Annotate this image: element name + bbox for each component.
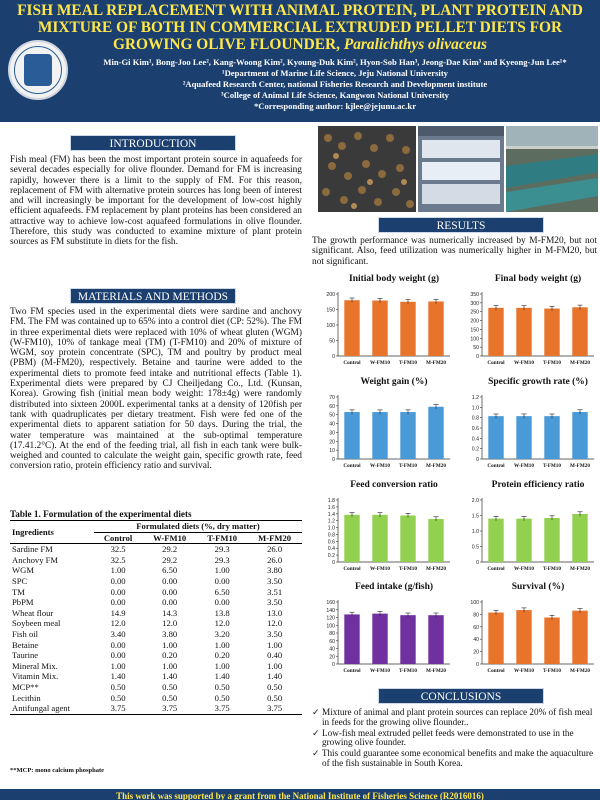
feed-bags-photo bbox=[418, 126, 504, 212]
table-cell: 3.75 bbox=[214, 703, 230, 714]
ingredient-name: SPC bbox=[12, 575, 28, 586]
bar bbox=[488, 613, 503, 664]
y-tick-label: 200 bbox=[470, 318, 479, 325]
table-row bbox=[10, 703, 302, 714]
table-cell: 1.00 bbox=[267, 660, 283, 671]
bar-chart bbox=[460, 578, 598, 678]
x-tick-label: Control bbox=[487, 360, 505, 366]
y-tick-label: 1.0 bbox=[471, 529, 479, 535]
bar bbox=[544, 618, 559, 665]
table-cell: 6.50 bbox=[214, 586, 230, 597]
bar bbox=[572, 611, 587, 664]
x-tick-label: W-FM10 bbox=[514, 566, 534, 572]
y-tick-label: 60 bbox=[329, 403, 335, 410]
table-cell: 29.2 bbox=[162, 554, 178, 565]
table-row bbox=[10, 650, 302, 661]
table-cell: 32.5 bbox=[110, 554, 126, 565]
title-line-1: FISH MEAL REPLACEMENT WITH ANIMAL PROTEIN, PLANT PROTEIN AND bbox=[17, 2, 583, 19]
bar bbox=[400, 516, 415, 563]
table-cell: 0.50 bbox=[214, 692, 230, 703]
table-cell: 1.40 bbox=[162, 671, 178, 682]
y-tick-label: 1.0 bbox=[471, 405, 479, 412]
bar-chart bbox=[460, 373, 598, 473]
bar bbox=[544, 416, 559, 459]
x-tick-label: M-FM20 bbox=[426, 463, 446, 469]
table-cell: 0.00 bbox=[110, 597, 126, 608]
bar bbox=[428, 519, 443, 562]
table-cell: 0.40 bbox=[267, 650, 283, 661]
y-tick-label: 100 bbox=[470, 336, 479, 343]
table-row bbox=[10, 629, 302, 640]
x-tick-label: Control bbox=[487, 566, 505, 572]
table-row bbox=[10, 597, 302, 608]
ingredient-name: Anchovy FM bbox=[12, 554, 59, 565]
table-cell: 0.00 bbox=[162, 575, 178, 586]
table-body bbox=[10, 544, 302, 715]
ingredient-name: PbPM bbox=[12, 597, 34, 608]
y-tick-label: 60 bbox=[473, 624, 479, 631]
chart-title: Specific growth rate (%) bbox=[488, 377, 588, 387]
bar bbox=[428, 301, 443, 356]
species-name: Paralichthys olivaceus bbox=[343, 36, 488, 53]
y-tick-label: 0.4 bbox=[471, 436, 479, 443]
corresponding-author: *Corresponding author: kjlee@jejunu.ac.kr bbox=[253, 101, 417, 111]
feed-pellets-photo bbox=[318, 126, 416, 212]
chart-svg bbox=[460, 373, 598, 473]
y-tick-label: 1.0 bbox=[327, 525, 335, 532]
x-tick-label: T-FM10 bbox=[543, 668, 561, 674]
title-line-3-text: GROWING OLIVE FLOUNDER, bbox=[112, 36, 344, 53]
affiliation-3: ³College of Animal Life Science, Kangwon National University bbox=[221, 90, 449, 100]
bar bbox=[372, 515, 387, 562]
x-tick-label: M-FM20 bbox=[570, 360, 590, 366]
table-cell: 3.50 bbox=[267, 575, 283, 586]
author-list: Min-Gi Kim¹, Bong-Joo Lee², Kang-Woong Kim², Kyoung-Duk Kim², Hyon-Sob Han³, Jeong-Dae Kim³ and Kyeong-Jun Lee¹* bbox=[103, 57, 567, 67]
table-row bbox=[10, 693, 302, 704]
bar bbox=[400, 412, 415, 459]
y-tick-label: 250 bbox=[470, 309, 479, 316]
table-cell: 12.0 bbox=[162, 618, 178, 629]
col-ingredients: Ingredients bbox=[12, 526, 54, 537]
chart-svg bbox=[460, 270, 598, 370]
y-tick-label: 0 bbox=[332, 662, 335, 668]
table-cell: 1.00 bbox=[214, 565, 230, 576]
x-tick-label: Control bbox=[487, 668, 505, 674]
y-tick-label: 0.2 bbox=[327, 553, 335, 560]
x-tick-label: T-FM10 bbox=[543, 463, 561, 469]
table-cell: 0.00 bbox=[110, 575, 126, 586]
table-cell: 0.00 bbox=[162, 586, 178, 597]
table-cell: 3.75 bbox=[162, 703, 178, 714]
bar bbox=[488, 308, 503, 356]
table-cell: 13.0 bbox=[267, 607, 283, 618]
y-tick-label: 350 bbox=[470, 292, 479, 298]
y-tick-label: 60 bbox=[329, 638, 335, 645]
bar bbox=[372, 614, 387, 664]
y-tick-label: 40 bbox=[473, 637, 479, 644]
y-tick-label: 120 bbox=[326, 615, 335, 622]
y-tick-label: 1.2 bbox=[471, 395, 479, 401]
y-tick-label: 80 bbox=[473, 612, 479, 619]
ingredient-name: Vitamin Mix. bbox=[12, 671, 59, 682]
chart-svg bbox=[316, 476, 454, 576]
bar bbox=[372, 301, 387, 356]
x-tick-label: Control bbox=[343, 566, 361, 572]
bar bbox=[516, 308, 531, 356]
table-cell: 3.20 bbox=[214, 628, 230, 639]
x-tick-label: T-FM10 bbox=[399, 360, 417, 366]
y-tick-label: 0 bbox=[332, 354, 335, 360]
table-cell: 0.00 bbox=[110, 586, 126, 597]
ingredient-name: Sardine FM bbox=[12, 544, 53, 555]
y-tick-label: 300 bbox=[470, 300, 479, 307]
y-tick-label: 140 bbox=[326, 607, 335, 614]
conclusions-heading: CONCLUSIONS bbox=[378, 688, 544, 704]
bar bbox=[516, 416, 531, 459]
table-cell: 29.3 bbox=[214, 544, 230, 555]
bar bbox=[344, 515, 359, 562]
bar bbox=[572, 412, 587, 459]
formulation-table bbox=[10, 520, 302, 715]
methods-heading: MATERIALS AND METHODS bbox=[70, 288, 236, 304]
y-tick-label: 100 bbox=[470, 600, 479, 606]
table-row bbox=[10, 640, 302, 651]
ingredient-name: Soybeen meal bbox=[12, 618, 61, 629]
photo-strip bbox=[318, 126, 598, 212]
y-tick-label: 100 bbox=[326, 623, 335, 630]
results-text: The growth performance was numerically increased by M-FM20, but not significant. Also, feed utilization was numerically higher in M-FM20, but not significant. bbox=[312, 236, 597, 267]
y-tick-label: 40 bbox=[329, 421, 335, 428]
y-tick-label: 50 bbox=[329, 338, 335, 345]
table-cell: 0.50 bbox=[267, 681, 283, 692]
table-cell: 1.40 bbox=[267, 671, 283, 682]
y-tick-label: 0.6 bbox=[471, 426, 479, 432]
table-cell: 1.00 bbox=[162, 639, 178, 650]
bar bbox=[488, 416, 503, 459]
chart-svg bbox=[316, 373, 454, 473]
bar bbox=[572, 307, 587, 356]
table-cell: 29.2 bbox=[162, 544, 178, 555]
table-cell: 0.00 bbox=[214, 597, 230, 608]
table-cell: 26.0 bbox=[267, 544, 283, 555]
bar bbox=[344, 614, 359, 664]
ingredient-name: Taurine bbox=[12, 650, 39, 661]
table-cell: 0.50 bbox=[267, 692, 283, 703]
x-tick-label: W-FM10 bbox=[370, 668, 390, 674]
y-tick-label: 1.4 bbox=[327, 511, 335, 518]
table-cell: 0.50 bbox=[110, 681, 126, 692]
bar bbox=[372, 412, 387, 459]
table-cell: 3.80 bbox=[267, 565, 283, 576]
poster-header bbox=[0, 0, 600, 122]
table-cell: 0.20 bbox=[214, 650, 230, 661]
table-cell: 0.00 bbox=[162, 597, 178, 608]
table-cell: 0.00 bbox=[110, 650, 126, 661]
y-tick-label: 0 bbox=[476, 560, 479, 566]
y-tick-label: 10 bbox=[329, 448, 335, 455]
ingredient-name: MCP** bbox=[12, 681, 39, 692]
bar bbox=[400, 615, 415, 664]
col-t-fm10: T-FM10 bbox=[207, 532, 238, 543]
bar-chart bbox=[460, 476, 598, 576]
bar-chart bbox=[460, 270, 598, 370]
table-cell: 14.9 bbox=[110, 607, 126, 618]
chart-title: Feed intake (g/fish) bbox=[354, 582, 434, 592]
y-tick-label: 0 bbox=[476, 354, 479, 360]
table-cell: 12.0 bbox=[110, 618, 126, 629]
title-line-3 bbox=[0, 36, 600, 53]
table-cell: 1.40 bbox=[110, 671, 126, 682]
y-tick-label: 1.5 bbox=[471, 513, 479, 520]
table-cell: 32.5 bbox=[110, 544, 126, 555]
x-tick-label: W-FM10 bbox=[514, 463, 534, 469]
bar bbox=[544, 309, 559, 356]
y-tick-label: 2.0 bbox=[471, 498, 479, 504]
table-cell: 13.8 bbox=[214, 607, 230, 618]
table-cell: 29.3 bbox=[214, 554, 230, 565]
table-cell: 14.3 bbox=[162, 607, 178, 618]
conclusion-item bbox=[312, 708, 597, 728]
introduction-text: Fish meal (FM) has been the most important protein source in aquafeeds for several decades especially for olive flounder. Demand for FM is increasing rapidly, however there is a limit to the supply of FM. For this reason, replacement of FM with alternative protein sources has long been of interest and will increasingly be important for the development of low-cost highly efficient aquafeeds. FM replacement by plant proteins has been considered an attractive way to achieve low-cost aquafeed formulations in olive flounder. Therefore, this study was conducted to examine mixture of plant protein sources as FM substitute in diets for the fish. bbox=[10, 155, 302, 248]
x-tick-label: T-FM10 bbox=[543, 360, 561, 366]
table-cell: 3.50 bbox=[267, 628, 283, 639]
conclusions-list bbox=[312, 708, 597, 770]
methods-text: Two FM species used in the experimental diets were sardine and anchovy FM. The FM was contained up to 65% into a control diet (CP: 52%). The FM in three experimental diets were replaced with 10% of wheat gluten (WGM) (W-FM10), 10% of tankage meal (TM) (T-FM10) and 20% of mixture of WGM, soy protein concentrate (SPC), TM and poultry by product meal (PBM) (M-FM20), respectively. Betaine and taurine were added to the experimental diets to promote feed intake and nutritional effects (Table 1). Experimental diets were prepared by CJ Cheiljedang Co., Ltd. (Kunsan, Korea). Growing fish (initial mean body weight: 178±4g) were randomly distributed into sixteen 2000L experimental tanks at a density of 120fish per tank with quadruplicates per dietary treatment. Fish were fed one of the experimental diets to apparent satiation for 50 days. During the trial, the water temperature was maintained at the sub-optimal temperature (17.41.2°C). At the end of the feeding trial, all fish in each tank were bulk-weighed and counted to calculate the weight gain, specific growth rate, feed conversion ratio, protein efficiency ratio and survival. bbox=[10, 307, 302, 472]
y-tick-label: 0.4 bbox=[327, 546, 335, 553]
ingredient-name: Mineral Mix. bbox=[12, 660, 58, 671]
ingredient-name: Lecithin bbox=[12, 692, 41, 703]
chart-svg bbox=[460, 578, 598, 678]
y-tick-label: 0 bbox=[476, 457, 479, 463]
table-cell: 0.50 bbox=[162, 681, 178, 692]
bar bbox=[428, 615, 443, 664]
table-cell: 1.40 bbox=[214, 671, 230, 682]
x-tick-label: T-FM10 bbox=[399, 668, 417, 674]
x-tick-label: M-FM20 bbox=[426, 360, 446, 366]
col-w-fm10: W-FM10 bbox=[153, 532, 187, 543]
ingredient-name: Fish oil bbox=[12, 628, 39, 639]
table-cell: 1.00 bbox=[214, 639, 230, 650]
check-icon: ✓ bbox=[312, 707, 322, 717]
x-tick-label: M-FM20 bbox=[570, 668, 590, 674]
table-cell: 12.0 bbox=[267, 618, 283, 629]
y-tick-label: 200 bbox=[326, 292, 335, 298]
y-tick-label: 30 bbox=[329, 430, 335, 437]
y-tick-label: 160 bbox=[326, 600, 335, 606]
x-tick-label: T-FM10 bbox=[543, 566, 561, 572]
x-tick-label: M-FM20 bbox=[426, 566, 446, 572]
y-tick-label: 1.6 bbox=[327, 504, 335, 511]
x-tick-label: Control bbox=[343, 360, 361, 366]
table-cell: 3.75 bbox=[267, 703, 283, 714]
bar bbox=[344, 412, 359, 459]
bar bbox=[572, 514, 587, 562]
x-tick-label: W-FM10 bbox=[370, 360, 390, 366]
ingredient-name: Antifungal agent bbox=[12, 703, 70, 714]
table-cell: 1.00 bbox=[214, 660, 230, 671]
bar bbox=[488, 519, 503, 562]
y-tick-label: 40 bbox=[329, 646, 335, 653]
y-tick-label: 1.2 bbox=[327, 518, 335, 525]
table-cell: 3.50 bbox=[267, 597, 283, 608]
table-row bbox=[10, 608, 302, 619]
chart-svg bbox=[316, 578, 454, 678]
x-tick-label: Control bbox=[487, 463, 505, 469]
table-footnote: **MCP: mono calcium phosphate bbox=[10, 767, 105, 774]
table-cell: 26.0 bbox=[267, 554, 283, 565]
table-cell: 12.0 bbox=[214, 618, 230, 629]
y-tick-label: 20 bbox=[329, 439, 335, 446]
y-tick-label: 0 bbox=[332, 457, 335, 463]
bar bbox=[400, 302, 415, 356]
table-row bbox=[10, 576, 302, 587]
x-tick-label: M-FM20 bbox=[570, 463, 590, 469]
x-tick-label: W-FM10 bbox=[514, 668, 534, 674]
logo-emblem bbox=[24, 54, 52, 86]
y-tick-label: 0.2 bbox=[471, 446, 479, 453]
ingredient-name: TM bbox=[12, 586, 25, 597]
table-cell: 6.50 bbox=[162, 565, 178, 576]
table-row bbox=[10, 682, 302, 693]
y-tick-label: 0 bbox=[476, 662, 479, 668]
chart-title: Initial body weight (g) bbox=[349, 274, 439, 284]
table-row bbox=[10, 661, 302, 672]
check-icon: ✓ bbox=[312, 748, 322, 759]
check-icon: ✓ bbox=[312, 727, 322, 738]
table-cell: 0.00 bbox=[214, 575, 230, 586]
fish-tanks-photo bbox=[506, 126, 598, 212]
table-cell: 1.00 bbox=[162, 660, 178, 671]
x-tick-label: T-FM10 bbox=[399, 566, 417, 572]
conclusion-item bbox=[312, 749, 597, 769]
author-block bbox=[70, 57, 600, 112]
y-tick-label: 20 bbox=[473, 649, 479, 656]
conclusion-text: This could guarantee some economical benefits and make the aquaculture of the fish sustainable in South Korea. bbox=[321, 748, 594, 768]
chart-svg bbox=[316, 270, 454, 370]
bar bbox=[516, 519, 531, 562]
y-tick-label: 50 bbox=[329, 412, 335, 419]
y-tick-label: 100 bbox=[326, 323, 335, 329]
y-tick-label: 0.6 bbox=[327, 539, 335, 546]
bar bbox=[516, 610, 531, 664]
table-cell: 0.50 bbox=[214, 681, 230, 692]
bar-chart bbox=[316, 373, 454, 473]
y-tick-label: 70 bbox=[329, 395, 335, 401]
y-tick-label: 0.5 bbox=[471, 544, 479, 551]
x-tick-label: W-FM10 bbox=[370, 566, 390, 572]
results-heading: RESULTS bbox=[378, 217, 544, 233]
table-cell: 3.80 bbox=[162, 628, 178, 639]
table-cell: 0.50 bbox=[162, 692, 178, 703]
table-row bbox=[10, 618, 302, 629]
bar bbox=[428, 407, 443, 459]
table-row bbox=[10, 555, 302, 566]
ingredient-name: Betaine bbox=[12, 639, 39, 650]
funding-footer: This work was supported by a grant from the National Institute of Fisheries Science (R2016016) bbox=[0, 789, 600, 800]
ingredient-name: Wheat flour bbox=[12, 607, 54, 618]
table-cell: 3.51 bbox=[267, 586, 283, 597]
conclusion-text: Mixture of animal and plant protein sources can replace 20% of fish meal in feeds for the growing olive flounder.. bbox=[322, 707, 593, 727]
chart-title: Feed conversion ratio bbox=[350, 480, 438, 490]
bar-chart bbox=[316, 270, 454, 370]
x-tick-label: T-FM10 bbox=[399, 463, 417, 469]
chart-title: Protein efficiency ratio bbox=[491, 480, 585, 490]
affiliation-1: ¹Department of Marine Life Science, Jeju National University bbox=[222, 68, 448, 78]
table-row bbox=[10, 544, 302, 555]
x-tick-label: W-FM10 bbox=[514, 360, 534, 366]
x-tick-label: W-FM10 bbox=[370, 463, 390, 469]
table-cell: 0.20 bbox=[162, 650, 178, 661]
table-row bbox=[10, 587, 302, 598]
y-tick-label: 0.8 bbox=[471, 415, 479, 422]
x-tick-label: M-FM20 bbox=[570, 566, 590, 572]
bar-chart bbox=[316, 578, 454, 678]
table-cell: 0.50 bbox=[110, 692, 126, 703]
y-tick-label: 0 bbox=[332, 560, 335, 566]
chart-title: Weight gain (%) bbox=[360, 377, 428, 387]
table-cell: 1.00 bbox=[267, 639, 283, 650]
y-tick-label: 50 bbox=[473, 345, 479, 352]
x-tick-label: Control bbox=[343, 463, 361, 469]
table-cell: 1.00 bbox=[110, 565, 126, 576]
col-m-fm20: M-FM20 bbox=[258, 532, 292, 543]
x-tick-label: Control bbox=[343, 668, 361, 674]
col-formulated-diets: Formulated diets (%, dry matter) bbox=[94, 521, 302, 533]
table-row bbox=[10, 671, 302, 682]
y-tick-label: 80 bbox=[329, 631, 335, 637]
conclusion-text: Low-fish meal extruded pellet feeds were demonstrated to use in the growing olive founder. bbox=[322, 727, 574, 748]
chart-svg bbox=[460, 476, 598, 576]
introduction-heading: INTRODUCTION bbox=[70, 135, 236, 151]
table-cell: 3.75 bbox=[110, 703, 126, 714]
y-tick-label: 1.8 bbox=[327, 498, 335, 504]
ingredient-name: WGM bbox=[12, 565, 34, 576]
chart-title: Final body weight (g) bbox=[494, 274, 582, 284]
y-tick-label: 150 bbox=[470, 327, 479, 334]
title-line-2: MIXTURE OF BOTH IN COMMERCIAL EXTRUDED PELLET DIETS FOR bbox=[37, 19, 563, 36]
poster-title bbox=[0, 2, 600, 53]
table-row bbox=[10, 565, 302, 576]
x-tick-label: M-FM20 bbox=[426, 668, 446, 674]
chart-title: Survival (%) bbox=[511, 582, 565, 592]
conclusion-item bbox=[312, 729, 597, 749]
y-tick-label: 150 bbox=[326, 307, 335, 314]
table-cell: 3.40 bbox=[110, 628, 126, 639]
table-title: Table 1. Formulation of the experimental diets bbox=[10, 509, 192, 519]
table-cell: 0.00 bbox=[110, 639, 126, 650]
bar bbox=[544, 518, 559, 562]
bar bbox=[344, 300, 359, 356]
table-cell: 1.00 bbox=[110, 660, 126, 671]
affiliation-2: ²Aquafeed Research Center, national Fisheries Research and Development institute bbox=[182, 79, 488, 89]
col-control: Control bbox=[103, 532, 133, 543]
bar-chart bbox=[316, 476, 454, 576]
y-tick-label: 20 bbox=[329, 654, 335, 661]
y-tick-label: 0.8 bbox=[327, 532, 335, 539]
